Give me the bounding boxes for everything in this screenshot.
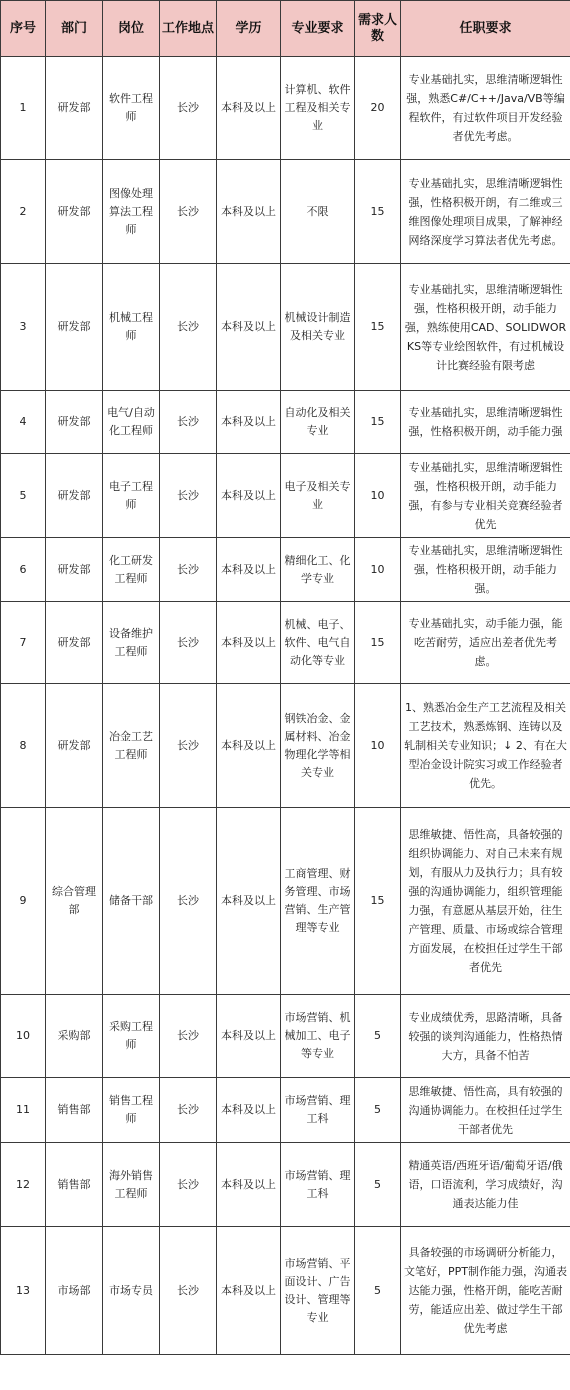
row-no: 3 <box>1 264 46 391</box>
row-dept: 采购部 <box>46 995 103 1078</box>
header-location: 工作地点 <box>160 1 217 57</box>
row-location: 长沙 <box>160 808 217 995</box>
table-row <box>1 995 570 1078</box>
row-no: 4 <box>1 391 46 454</box>
header-dept: 部门 <box>46 1 103 57</box>
row-no: 11 <box>1 1078 46 1143</box>
row-position: 机械工程师 <box>103 264 160 391</box>
row-major: 机械设计制造及相关专业 <box>281 264 355 391</box>
row-count: 15 <box>355 160 401 264</box>
row-major: 不限 <box>281 160 355 264</box>
row-edu: 本科及以上 <box>217 808 281 995</box>
row-req: 专业成绩优秀，思路清晰，具备较强的谈判沟通能力，性格热情大方，具备不怕苦 <box>401 995 570 1078</box>
row-major: 精细化工、化学专业 <box>281 538 355 602</box>
row-location: 长沙 <box>160 1143 217 1227</box>
row-no: 13 <box>1 1227 46 1355</box>
table-header-row <box>1 1 570 57</box>
row-edu: 本科及以上 <box>217 264 281 391</box>
table-row <box>1 1078 570 1143</box>
row-major: 电子及相关专业 <box>281 454 355 538</box>
table-row <box>1 160 570 264</box>
row-location: 长沙 <box>160 602 217 684</box>
row-dept: 研发部 <box>46 57 103 160</box>
row-edu: 本科及以上 <box>217 391 281 454</box>
row-no: 2 <box>1 160 46 264</box>
row-position: 海外销售工程师 <box>103 1143 160 1227</box>
row-count: 15 <box>355 391 401 454</box>
row-req: 专业基础扎实，思维清晰逻辑性强，性格积极开朗，动手能力强。 <box>401 538 570 602</box>
table-row <box>1 602 570 684</box>
row-position: 冶金工艺工程师 <box>103 684 160 808</box>
row-edu: 本科及以上 <box>217 1227 281 1355</box>
row-location: 长沙 <box>160 538 217 602</box>
row-no: 7 <box>1 602 46 684</box>
row-dept: 综合管理部 <box>46 808 103 995</box>
table-row <box>1 808 570 995</box>
row-location: 长沙 <box>160 995 217 1078</box>
row-major: 计算机、软件工程及相关专业 <box>281 57 355 160</box>
row-major: 市场营销、平面设计、广告设计、管理等专业 <box>281 1227 355 1355</box>
row-dept: 研发部 <box>46 538 103 602</box>
row-no: 5 <box>1 454 46 538</box>
row-no: 9 <box>1 808 46 995</box>
row-req: 专业基础扎实，思维清晰逻辑性强，性格积极开朗，动手能力强 <box>401 391 570 454</box>
row-position: 软件工程师 <box>103 57 160 160</box>
row-location: 长沙 <box>160 1227 217 1355</box>
header-req: 任职要求 <box>401 1 570 57</box>
row-location: 长沙 <box>160 1078 217 1143</box>
row-position: 电子工程师 <box>103 454 160 538</box>
row-req: 专业基础扎实，思维清晰逻辑性强，性格积极开朗，动手能力强，熟练使用CAD、SOLIDWORKS等专业绘图软件，有过机械设计比赛经验有限考虑 <box>401 264 570 391</box>
row-location: 长沙 <box>160 160 217 264</box>
row-major: 自动化及相关专业 <box>281 391 355 454</box>
table-row <box>1 1227 570 1355</box>
row-dept: 销售部 <box>46 1143 103 1227</box>
row-edu: 本科及以上 <box>217 1078 281 1143</box>
table-row <box>1 57 570 160</box>
row-edu: 本科及以上 <box>217 454 281 538</box>
row-position: 采购工程师 <box>103 995 160 1078</box>
table-row <box>1 454 570 538</box>
row-count: 5 <box>355 1227 401 1355</box>
row-req: 专业基础扎实，动手能力强，能吃苦耐劳，适应出差者优先考虑。 <box>401 602 570 684</box>
row-req: 1、熟悉冶金生产工艺流程及相关工艺技术，熟悉炼钢、连铸以及轧制相关专业知识；↓ 2、有在大型冶金设计院实习或工作经验者优先。 <box>401 684 570 808</box>
row-major: 市场营销、机械加工、电子等专业 <box>281 995 355 1078</box>
row-req: 精通英语/西班牙语/葡萄牙语/俄语，口语流利，学习成绩好，沟通表达能力佳 <box>401 1143 570 1227</box>
row-position: 销售工程师 <box>103 1078 160 1143</box>
row-count: 5 <box>355 1078 401 1143</box>
row-major: 工商管理、财务管理、市场营销、生产管理等专业 <box>281 808 355 995</box>
row-major: 机械、电子、软件、电气自动化等专业 <box>281 602 355 684</box>
row-edu: 本科及以上 <box>217 602 281 684</box>
row-dept: 研发部 <box>46 602 103 684</box>
row-position: 图像处理算法工程师 <box>103 160 160 264</box>
row-count: 15 <box>355 808 401 995</box>
row-position: 电气/自动化工程师 <box>103 391 160 454</box>
row-count: 10 <box>355 454 401 538</box>
row-req: 专业基础扎实，思维清晰逻辑性强，熟悉C#/C++/Java/VB等编程软件，有过软件项目开发经验者优先考虑。 <box>401 57 570 160</box>
row-count: 5 <box>355 1143 401 1227</box>
row-location: 长沙 <box>160 391 217 454</box>
header-edu: 学历 <box>217 1 281 57</box>
row-edu: 本科及以上 <box>217 160 281 264</box>
table-row <box>1 684 570 808</box>
row-no: 1 <box>1 57 46 160</box>
row-req: 具备较强的市场调研分析能力，文笔好，PPT制作能力强，沟通表达能力强，性格开朗，能吃苦耐劳，能适应出差、做过学生干部优先考虑 <box>401 1227 570 1355</box>
row-location: 长沙 <box>160 454 217 538</box>
row-dept: 研发部 <box>46 684 103 808</box>
header-position: 岗位 <box>103 1 160 57</box>
row-dept: 研发部 <box>46 160 103 264</box>
row-edu: 本科及以上 <box>217 57 281 160</box>
row-position: 储备干部 <box>103 808 160 995</box>
row-location: 长沙 <box>160 57 217 160</box>
row-count: 15 <box>355 264 401 391</box>
row-count: 15 <box>355 602 401 684</box>
row-location: 长沙 <box>160 684 217 808</box>
row-count: 20 <box>355 57 401 160</box>
row-position: 市场专员 <box>103 1227 160 1355</box>
row-dept: 销售部 <box>46 1078 103 1143</box>
row-req: 思维敏捷、悟性高，具有较强的沟通协调能力。在校担任过学生干部者优先 <box>401 1078 570 1143</box>
row-major: 市场营销、理工科 <box>281 1143 355 1227</box>
row-dept: 市场部 <box>46 1227 103 1355</box>
row-position: 化工研发工程师 <box>103 538 160 602</box>
row-req: 专业基础扎实，思维清晰逻辑性强，性格积极开朗，有二维或三维图像处理项目成果，了解神经网络深度学习算法者优先考虑。 <box>401 160 570 264</box>
row-edu: 本科及以上 <box>217 995 281 1078</box>
row-no: 6 <box>1 538 46 602</box>
table-body <box>1 57 570 1355</box>
header-no: 序号 <box>1 1 46 57</box>
row-dept: 研发部 <box>46 391 103 454</box>
row-count: 5 <box>355 995 401 1078</box>
row-no: 10 <box>1 995 46 1078</box>
table-row <box>1 1143 570 1227</box>
table-row <box>1 264 570 391</box>
row-major: 市场营销、理工科 <box>281 1078 355 1143</box>
row-edu: 本科及以上 <box>217 1143 281 1227</box>
row-count: 10 <box>355 684 401 808</box>
row-major: 钢铁冶金、金属材料、冶金物理化学等相关专业 <box>281 684 355 808</box>
row-req: 专业基础扎实，思维清晰逻辑性强，性格积极开朗，动手能力强，有参与专业相关竞赛经验者优先 <box>401 454 570 538</box>
row-dept: 研发部 <box>46 264 103 391</box>
header-major: 专业要求 <box>281 1 355 57</box>
row-no: 8 <box>1 684 46 808</box>
row-location: 长沙 <box>160 264 217 391</box>
row-count: 10 <box>355 538 401 602</box>
row-dept: 研发部 <box>46 454 103 538</box>
row-edu: 本科及以上 <box>217 684 281 808</box>
row-req: 思维敏捷、悟性高，具备较强的组织协调能力、对自己未来有规划，有服从力及执行力；具有较强的沟通协调能力，组织管理能力强，有意愿从基层开始，往生产管理、质量、市场或综合管理方面发展，在校担任过学生干部者优先 <box>401 808 570 995</box>
table-row <box>1 391 570 454</box>
table-row <box>1 538 570 602</box>
header-count: 需求人数 <box>355 1 401 57</box>
row-edu: 本科及以上 <box>217 538 281 602</box>
row-position: 设备维护工程师 <box>103 602 160 684</box>
row-no: 12 <box>1 1143 46 1227</box>
